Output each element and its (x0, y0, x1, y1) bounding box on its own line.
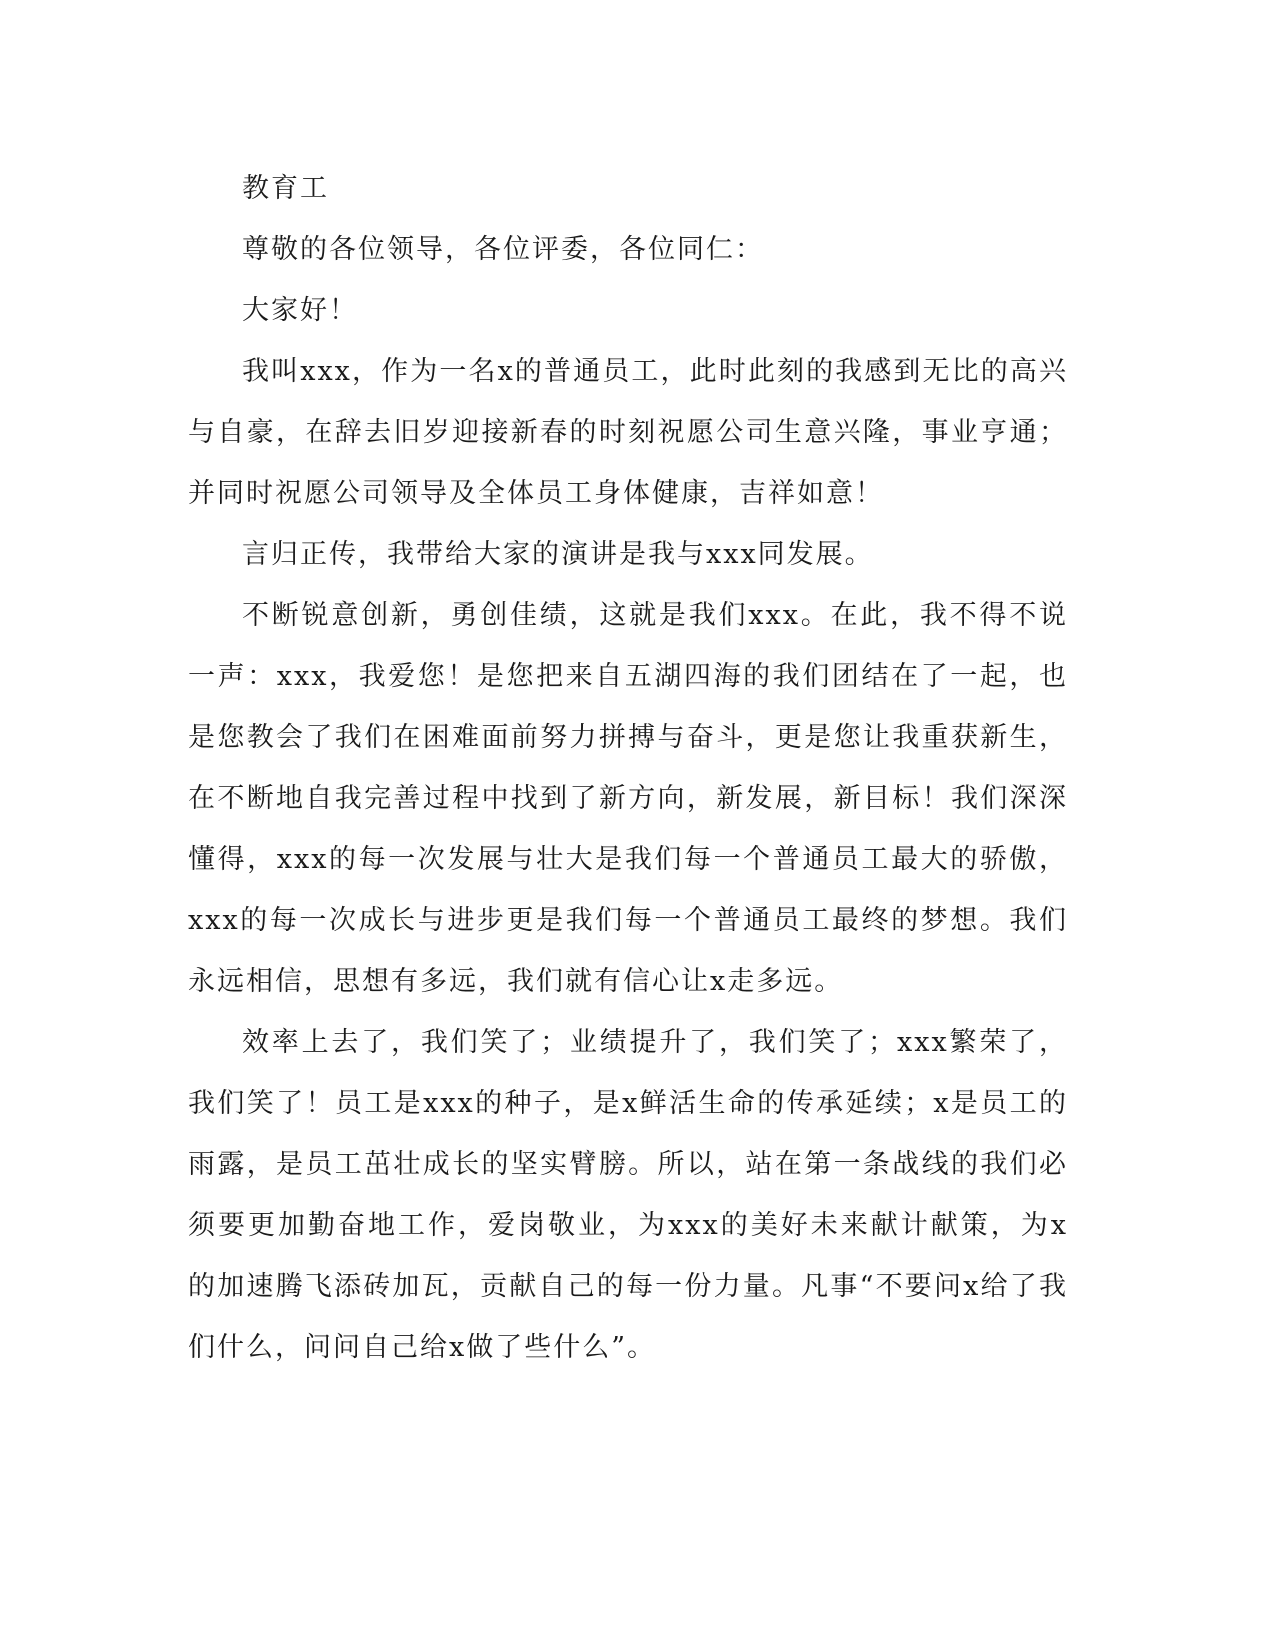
paragraph-intro: 我叫xxx，作为一名x的普通员工，此时此刻的我感到无比的高兴与自豪，在辞去旧岁迎接新春的时刻祝愿公司生意兴隆，事业亨通；并同时祝愿公司领导及全体员工身体健康，吉祥如意！ (188, 356, 1068, 509)
greeting-line: 尊敬的各位领导，各位评委，各位同仁： (242, 234, 764, 265)
document-body (188, 158, 1068, 1378)
document-heading: 教育工 (242, 173, 329, 204)
paragraph-efficiency: 效率上去了，我们笑了；业绩提升了，我们笑了；xxx繁荣了，我们笑了！员工是xxx的种子，是x鲜活生命的传承延续；x是员工的雨露，是员工茁壮成长的坚实臂膀。所以，站在第一条战线的我们必须要更加勤奋地工作，爱岗敬业，为xxx的美好未来献计献策，为x的加速腾飞添砖加瓦，贡献自己的每一份力量。凡事“不要问x给了我们什么，问问自己给x做了些什么”。 (188, 1027, 1068, 1363)
hello-line: 大家好！ (242, 295, 358, 326)
paragraph-topic: 言归正传，我带给大家的演讲是我与xxx同发展。 (242, 539, 874, 570)
paragraph-love: 不断锐意创新，勇创佳绩，这就是我们xxx。在此，我不得不说一声：xxx，我爱您！是您把来自五湖四海的我们团结在了一起，也是您教会了我们在困难面前努力拼搏与奋斗，更是您让我重获新生，在不断地自我完善过程中找到了新方向，新发展，新目标！我们深深懂得，xxx的每一次发展与壮大是我们每一个普通员工最大的骄傲，xxx的每一次成长与进步更是我们每一个普通员工最终的梦想。我们永远相信，思想有多远，我们就有信心让x走多远。 (188, 600, 1068, 997)
